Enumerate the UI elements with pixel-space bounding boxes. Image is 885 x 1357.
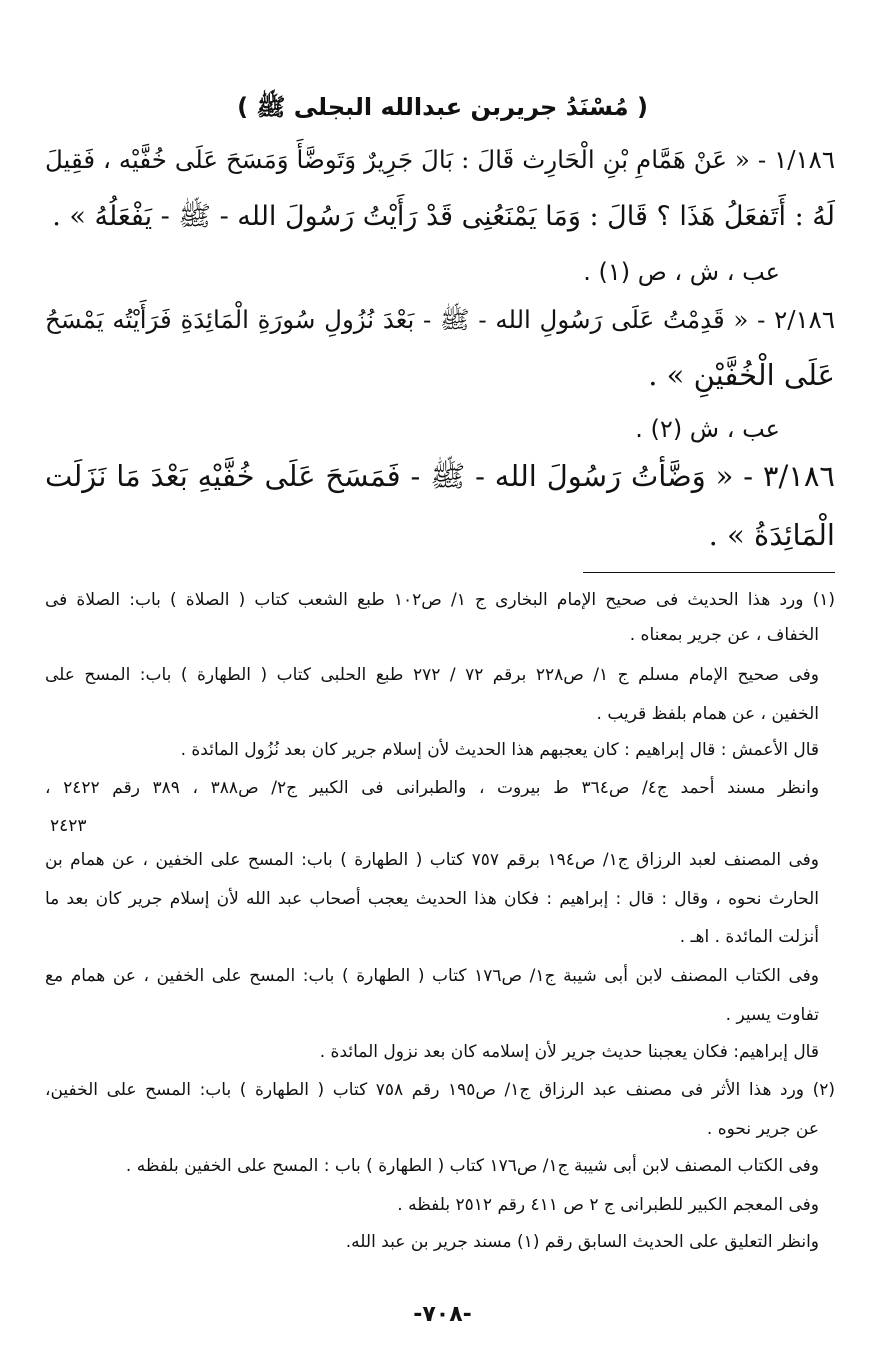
footnote-line: الخفين ، عن همام بلفظ قريب . [596,704,819,724]
hadith-1-sources: عب ، ش ، ص (١) . [583,258,780,286]
footnote-line: وفى المعجم الكبير للطبرانى ج ٢ ص ٤١١ رقم ٢٥١٢ بلفظه . [397,1195,819,1215]
footnote-line: وفى الكتاب المصنف لابن أبى شيبة ج١/ ص١٧٦ كتاب ( الطهارة ) باب : المسح على الخفين بلفظه . [125,1156,819,1176]
hadith-2-sources: عب ، ش (٢) . [635,415,780,443]
footnote-line: الخفاف ، عن جرير بمعناه . [629,625,819,645]
footnote-line: وانظر التعليق على الحديث السابق رقم (١) مسند جرير بن عبد الله. [345,1232,819,1252]
page-number: -٧٠٨- [413,1302,472,1327]
hadith-1-line-2: لَهُ : أَتَفعَلُ هَذَا ؟ قَالَ : وَمَا يَمْنَعُنِى قَدْ رَأَيْتُ رَسُولَ الله - ﷺ - يَفْعَلُهُ » . [52,201,835,232]
footnote-line: (٢) ورد هذا الأثر فى مصنف عبد الرزاق ج١/ ص١٩٥ رقم ٧٥٨ كتاب ( الطهارة ) باب: المسح على الخفين، [45,1080,835,1100]
hadith-1-line-1: ١/١٨٦ - « عَنْ هَمَّامِ بْنِ الْحَارِث قَالَ : بَالَ جَرِيرٌ وَتَوضَّأَ وَمَسَحَ عَلَى خُفَّيْه ، فَقِيلَ [45,145,835,174]
footnote-line: وفى الكتاب المصنف لابن أبى شيبة ج١/ ص١٧٦ كتاب ( الطهارة ) باب: المسح على الخفين ، عن همام مع [45,966,819,986]
footnote-line: (١) ورد هذا الحديث فى صحيح الإمام البخارى ج ١/ ص١٠٢ طبع الشعب كتاب ( الصلاة ) باب: الصلاة فى [45,590,835,610]
footnote-line: الحارث نحوه ، وقال : قال : إبراهيم : فكان هذا الحديث يعجب أصحاب عبد الله لأن إسلام جرير كان بعد ما [45,889,819,909]
footnote-line: وانظر مسند أحمد ج٤/ ص٣٦٤ ط بيروت ، والطبرانى فى الكبير ج٢/ ص٣٨٨ ، ٣٨٩ رقم ٢٤٢٢ ، [45,778,820,798]
hadith-2-line-1: ٢/١٨٦ - « قَدِمْتُ عَلَى رَسُولِ الله - ﷺ - بَعْدَ نُزُولِ سُورَةِ الْمَائِدَةِ فَرَأَيْتُه يَمْسَحُ [45,305,835,334]
hadith-3-line-2: الْمَائِدَةُ » . [708,518,835,552]
footnote-line: عن جرير نحوه . [706,1119,819,1139]
footnote-line: قال الأعمش : قال إبراهيم : كان يعجبهم هذا الحديث لأن إسلام جرير كان بعد نُزُول المائدة . [180,740,819,760]
footnote-line: أنزلت المائدة . اهـ . [679,927,819,947]
footnote-line: ٢٤٢٣ [50,816,87,836]
hadith-2-line-2: عَلَى الْخُفَّيْنِ » . [648,358,835,392]
footnote-line: قال إبراهيم: فكان يعجبنا حديث جرير لأن إسلامه كان بعد نزول المائدة . [319,1042,819,1062]
footnote-separator [583,572,835,573]
footnote-line: وفى المصنف لعبد الرزاق ج١/ ص١٩٤ برقم ٧٥٧ كتاب ( الطهارة ) باب: المسح على الخفين ، عن همام بن [45,850,819,870]
page-title: ( مُسْنَدُ جريربن عبدالله البجلى ﷺ ) [237,93,648,121]
footnote-line: وفى صحيح الإمام مسلم ج ١/ ص٢٢٨ برقم ٧٢ / ٢٧٢ طبع الحلبى كتاب ( الطهارة ) باب: المسح على [45,665,819,685]
hadith-3-line-1: ٣/١٨٦ - « وَضَّأتُ رَسُولَ الله - ﷺ - فَمَسَحَ عَلَى خُفَّيْهِ بَعْدَ مَا نَزَلَت [45,459,835,493]
footnote-line: تفاوت يسير . [725,1005,819,1025]
